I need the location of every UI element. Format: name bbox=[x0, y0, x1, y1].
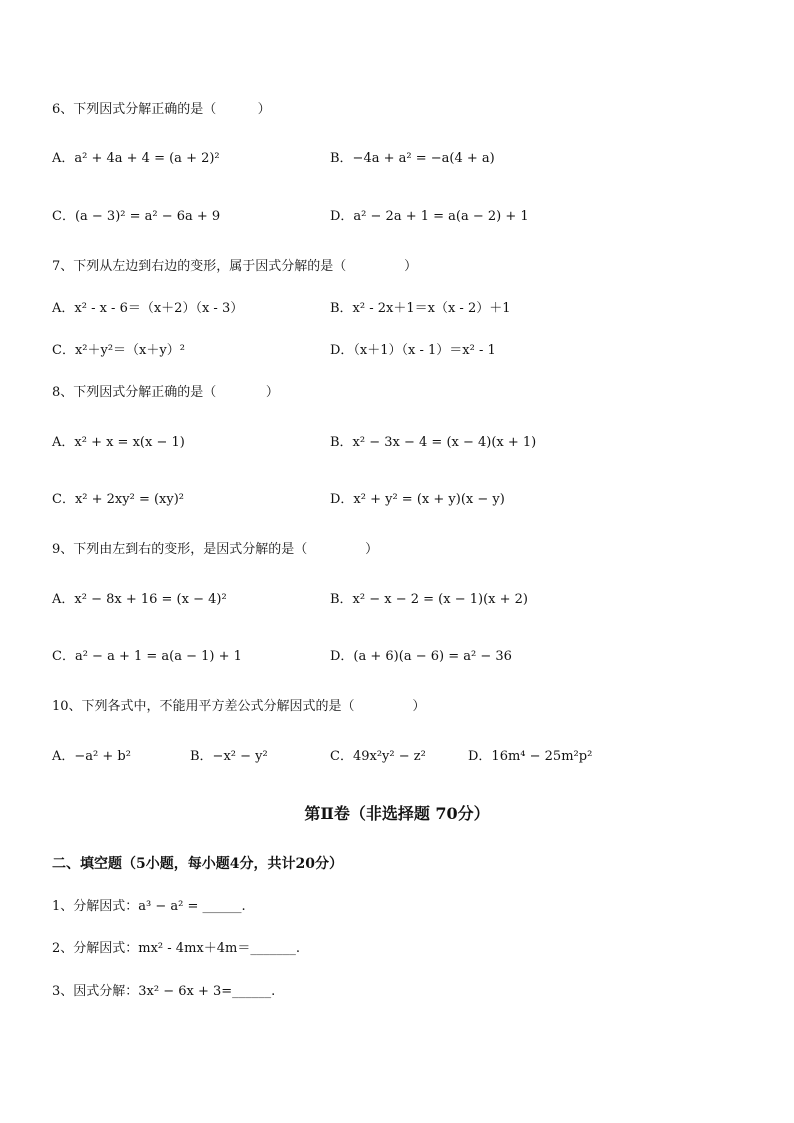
question-9-stem: 9、下列由左到右的变形，是因式分解的是（ ） bbox=[52, 542, 379, 557]
question-9-option-c: C．a² − a + 1 = a(a − 1) + 1 bbox=[52, 649, 242, 664]
fill-question-1: 1、分解因式：a³ − a² = ______. bbox=[52, 899, 246, 914]
question-7-option-c: C．x²＋y²＝（x＋y）² bbox=[52, 343, 185, 358]
question-6-stem: 6、下列因式分解正确的是（ ） bbox=[52, 102, 271, 117]
question-6-option-b: B．−4a + a² = −a(4 + a) bbox=[330, 151, 495, 166]
question-10-option-a: A．−a² + b² bbox=[52, 749, 131, 764]
question-7-option-a: A．x² - x - 6＝（x＋2）（x - 3） bbox=[52, 301, 244, 316]
fill-question-3: 3、因式分解：3x² − 6x + 3=______. bbox=[52, 984, 276, 999]
question-10-option-c: C．49x²y² − z² bbox=[330, 749, 426, 764]
question-8-option-c: C．x² + 2xy² = (xy)² bbox=[52, 492, 184, 507]
fill-in-section-heading: 二、填空题（5小题，每小题4分，共计20分） bbox=[52, 856, 343, 872]
question-8-option-b: B．x² − 3x − 4 = (x − 4)(x + 1) bbox=[330, 435, 537, 450]
question-9-option-d: D．(a + 6)(a − 6) = a² − 36 bbox=[330, 649, 512, 664]
question-8-option-d: D．x² + y² = (x + y)(x − y) bbox=[330, 492, 505, 507]
question-10-option-b: B．−x² − y² bbox=[190, 749, 268, 764]
question-10-stem: 10、下列各式中，不能用平方差公式分解因式的是（ ） bbox=[52, 699, 426, 714]
question-10-option-d: D．16m⁴ − 25m²p² bbox=[468, 749, 593, 764]
question-8-option-a: A．x² + x = x(x − 1) bbox=[52, 435, 185, 450]
question-9-option-b: B．x² − x − 2 = (x − 1)(x + 2) bbox=[330, 592, 528, 607]
question-7-option-b: B．x² - 2x＋1＝x（x - 2）＋1 bbox=[330, 301, 511, 316]
fill-question-2: 2、分解因式：mx² - 4mx＋4m＝_______. bbox=[52, 941, 300, 956]
question-6-option-a: A．a² + 4a + 4 = (a + 2)² bbox=[52, 151, 220, 166]
question-8-stem: 8、下列因式分解正确的是（ ） bbox=[52, 385, 279, 400]
section-2-title: 第Ⅱ卷（非选择题 70分） bbox=[304, 804, 490, 823]
question-7-option-d: D．（x＋1）（x - 1）＝x² - 1 bbox=[330, 343, 496, 358]
question-9-option-a: A．x² − 8x + 16 = (x − 4)² bbox=[52, 592, 227, 607]
question-6-option-d: D．a² − 2a + 1 = a(a − 2) + 1 bbox=[330, 209, 529, 224]
question-6-option-c: C．(a − 3)² = a² − 6a + 9 bbox=[52, 209, 221, 224]
question-7-stem: 7、下列从左边到右边的变形，属于因式分解的是（ ） bbox=[52, 259, 418, 274]
